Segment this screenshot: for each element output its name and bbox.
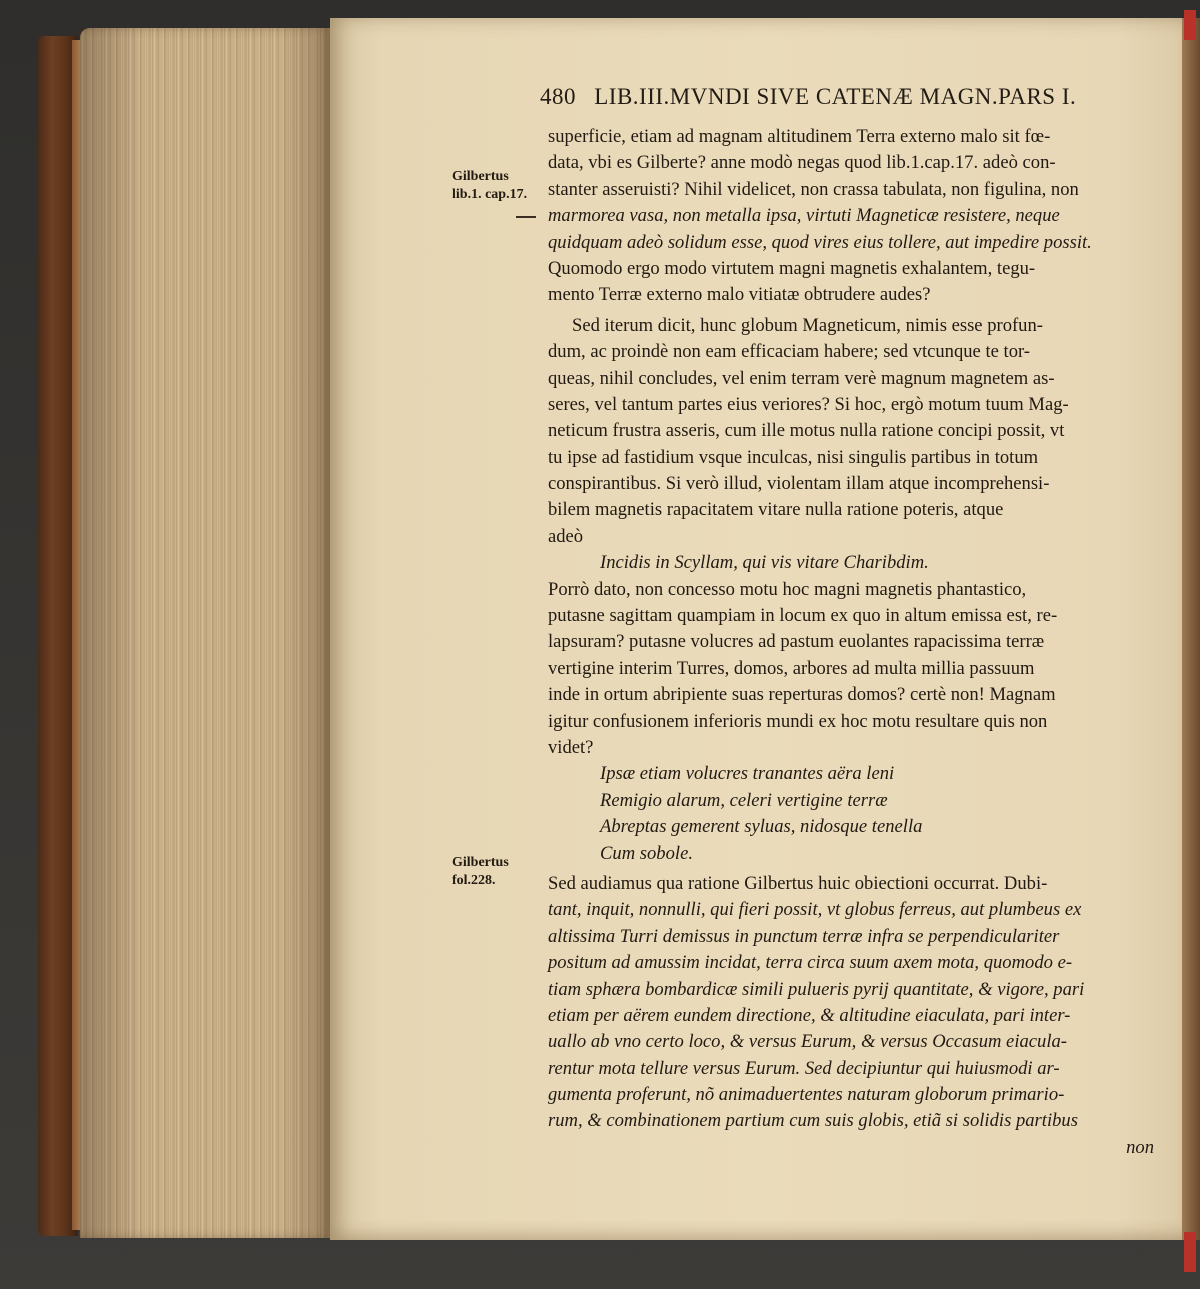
quotation-line: Incidis in Scyllam, qui vis vitare Charibdim. (600, 552, 929, 574)
text-line: inde in ortum abripiente suas reperturas domos? certè non! Magnam (548, 684, 1056, 706)
text-line: seres, vel tantum partes eius veriores? Si hoc, ergò motum tuum Mag- (548, 393, 1069, 415)
text-line: dum, ac proindè non eam efficaciam habere; sed vtcunque te tor- (548, 341, 1031, 363)
text-line: Sed iterum dicit, hunc globum Magneticum, nimis esse profun- (572, 314, 1043, 336)
margin-note-gilbertus-fol (452, 854, 509, 890)
page-block-shadow (80, 28, 330, 1238)
text-line-italic: uallo ab vno certo loco, & versus Eurum, & versus Occasum eiacula- (548, 1031, 1067, 1053)
text-line: data, vbi es Gilberte? anne modò negas quod lib.1.cap.17. adeò con- (548, 152, 1056, 174)
text-line: adeò (548, 525, 584, 547)
margin-note-gilbertus-lib (452, 168, 527, 204)
running-title: LIB.III.MVNDI SIVE CATENÆ MAGN.PARS I. (594, 84, 1077, 109)
text-line: lapsuram? putasne volucres ad pastum euolantes rapacissima terræ (548, 631, 1045, 653)
margin-note-line: fol.228. (452, 873, 496, 888)
margin-note-line: Gilbertus (452, 855, 509, 870)
page-body-text (548, 124, 1154, 1161)
text-line-italic: tiam sphæra bombardicæ simili pulueris pyrij quantitate, & vigore, pari (548, 978, 1085, 1000)
text-line-italic: positum ad amussim incidat, terra circa suum axem mota, quomodo e- (548, 952, 1073, 974)
text-line: putasne sagittam quampiam in locum ex quo in altum emissa est, re- (548, 605, 1058, 627)
text-line: conspirantibus. Si verò illud, violentam illam atque incomprehensi- (548, 473, 1050, 495)
catchword: non (1126, 1136, 1154, 1158)
text-line: igitur confusionem inferioris mundi ex hoc motu resultare quis non (548, 710, 1048, 732)
text-line-italic: quidquam adeò solidum esse, quod vires eius tollere, aut impedire possit. (548, 231, 1092, 253)
text-line: neticum frustra asseris, cum ille motus nulla ratione concipi possit, vt (548, 420, 1065, 442)
text-line-italic: rum, & combinationem partium cum suis globis, etiã si solidis partibus (548, 1110, 1078, 1132)
text-line-italic: altissima Turri demissus in punctum terræ infra se perpendiculariter (548, 925, 1060, 947)
text-line-italic: marmorea vasa, non metalla ipsa, virtuti Magneticæ resistere, neque (548, 205, 1060, 227)
margin-dash (516, 216, 536, 218)
margin-note-line: Gilbertus (452, 169, 509, 184)
text-line: tu ipse ad fastidium vsque inculcas, nisi singulis partibus in totum (548, 446, 1039, 468)
text-line: videt? (548, 736, 594, 758)
page-number: 480 (540, 84, 576, 109)
text-line: mento Terræ externo malo vitiatæ obtrudere audes? (548, 284, 931, 306)
text-line-italic: etiam per aërem eundem directione, & altitudine eiaculata, pari inter- (548, 1004, 1071, 1026)
text-line: Quomodo ergo modo virtutem magni magnetis exhalantem, tegu- (548, 257, 1036, 279)
red-edge-marker-top (1184, 10, 1196, 40)
right-page-edge (1182, 18, 1200, 1240)
text-line: vertigine interim Turres, domos, arbores ad multa millia passuum (548, 657, 1035, 679)
verse-line: Ipsæ etiam volucres tranantes aëra leni (600, 763, 895, 785)
text-line-italic: gumenta proferunt, nõ animaduertentes naturam globorum primario- (548, 1084, 1065, 1106)
verse-line: Abreptas gemerent syluas, nidosque tenella (600, 816, 923, 838)
running-head (540, 84, 1160, 110)
text-line-italic: rentur mota tellure versus Eurum. Sed decipiuntur qui huiusmodi ar- (548, 1057, 1060, 1079)
text-line: stanter asseruisti? Nihil videlicet, non crassa tabulata, non figulina, non (548, 178, 1079, 200)
text-line: superficie, etiam ad magnam altitudinem Terra externo malo sit fœ- (548, 126, 1051, 147)
red-edge-marker-bottom (1184, 1232, 1196, 1272)
text-line: Sed audiamus qua ratione Gilbertus huic obiectioni occurrat. Dubi- (548, 872, 1048, 894)
margin-note-line: lib.1. cap.17. (452, 187, 528, 202)
verse-line: Remigio alarum, celeri vertigine terræ (600, 789, 888, 811)
verse-line: Cum sobole. (600, 842, 693, 864)
text-line: bilem magnetis rapacitatem vitare nulla ratione poteris, atque (548, 499, 1004, 521)
text-line: queas, nihil concludes, vel enim terram verè magnum magnetem as- (548, 367, 1055, 389)
text-line-italic: tant, inquit, nonnulli, qui fieri possit, vt globus ferreus, aut plumbeus ex (548, 899, 1082, 921)
text-line: Porrò dato, non concesso motu hoc magni magnetis phantastico, (548, 578, 1027, 600)
